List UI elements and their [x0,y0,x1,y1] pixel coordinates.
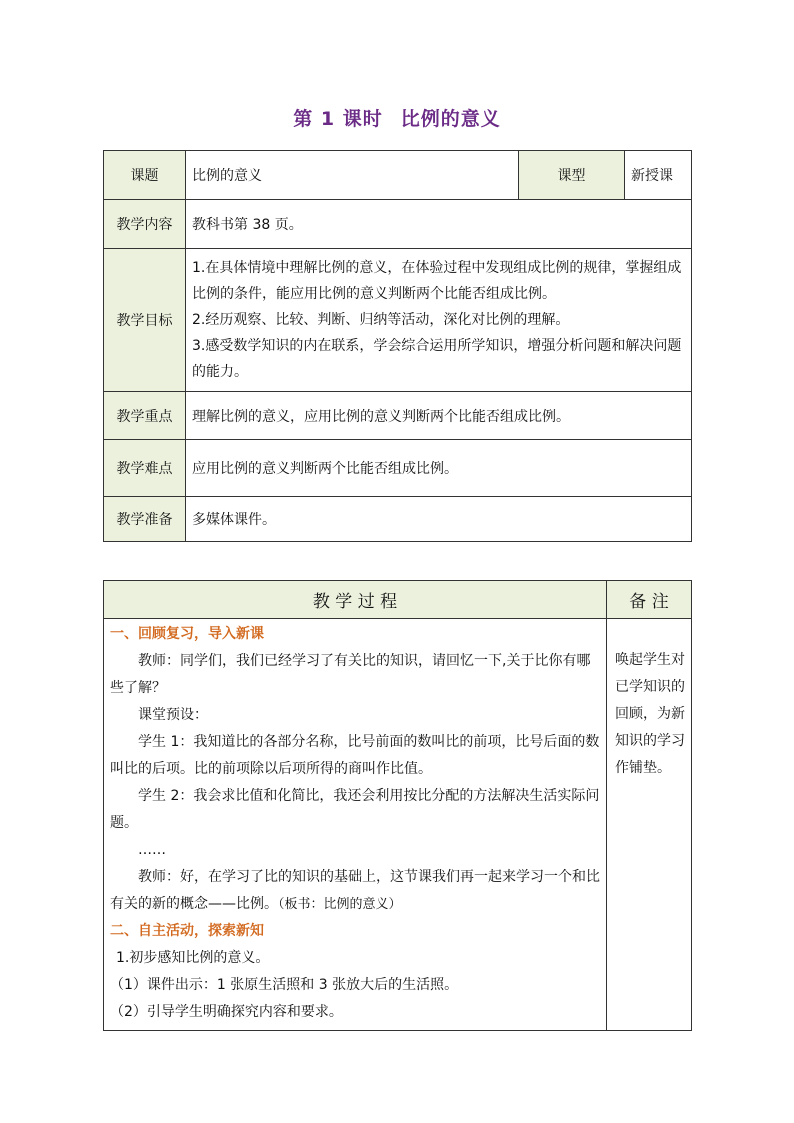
student-1-answer: 学生 1：我知道比的各部分名称，比号前面的数叫比的前项，比号后面的数叫比的后项。比的前项除以后项所得的商叫作比值。 [110,734,600,777]
goals-row [104,249,692,392]
lesson-info-table [103,150,692,542]
difficulty-label: 教学难点 [104,440,186,497]
type-label: 课型 [519,151,625,200]
prep-value: 多媒体课件。 [186,497,692,542]
notes-header: 备 注 [607,581,692,619]
prep-row [104,497,692,542]
key-row [104,392,692,440]
process-body-row [104,619,692,1031]
teaching-process-table [103,580,692,1031]
preset-label: 课堂预设： [138,707,208,723]
section-2-heading: 二、自主活动，探索新知 [110,923,264,939]
type-value: 新授课 [625,151,692,200]
topic-label: 课题 [104,151,186,200]
ellipsis: …… [138,842,166,858]
difficulty-value: 应用比例的意义判断两个比能否组成比例。 [186,440,692,497]
notes-body: 唤起学生对已学知识的回顾，为新知识的学习作铺垫。 [607,619,692,1031]
content-row [104,200,692,249]
student-2-answer: 学生 2：我会求比值和化简比，我还会利用按比分配的方法解决生活实际问题。 [110,788,600,831]
content-label: 教学内容 [104,200,186,249]
topic-row [104,151,692,200]
goal-1: 1.在具体情境中理解比例的意义，在体验过程中发现组成比例的规律，掌握组成比例的条件，能应用比例的意义判断两个比能否组成比例。 [192,260,682,302]
process-body [104,619,607,1031]
key-label: 教学重点 [104,392,186,440]
goals-value [186,249,692,392]
teacher-question: 教师：同学们，我们已经学习了有关比的知识，请回忆一下,关于比你有哪些了解？ [110,653,591,696]
step-1-2: （2）引导学生明确探究内容和要求。 [110,1004,343,1020]
process-header: 教 学 过 程 [104,581,607,619]
goal-3: 3.感受数学知识的内在联系，学会综合运用所学知识，增强分析问题和解决问题的能力。 [192,338,682,380]
difficulty-row [104,440,692,497]
step-1: 1.初步感知比例的意义。 [116,950,270,966]
goal-2: 2.经历观察、比较、判断、归纳等活动，深化对比例的理解。 [192,312,570,328]
board-note: （板书：比例的意义） [278,897,402,912]
process-header-row [104,581,692,619]
key-value: 理解比例的意义，应用比例的意义判断两个比能否组成比例。 [186,392,692,440]
section-1-heading: 一、回顾复习，导入新课 [110,626,264,642]
topic-value: 比例的意义 [186,151,519,200]
prep-label: 教学准备 [104,497,186,542]
step-1-1: （1）课件出示：1 张原生活照和 3 张放大后的生活照。 [110,977,459,993]
teacher-intro-text: 教师：好，在学习了比的知识的基础上，这节课我们再一起来学习一个和比有关的新的概念——比例。 [110,869,600,912]
content-value: 教科书第 38 页。 [186,200,692,249]
goals-label: 教学目标 [104,249,186,392]
page-title [0,104,794,131]
lesson-number: 第 1 课时 [293,108,383,130]
teacher-intro [110,864,600,918]
lesson-title: 比例的意义 [400,108,501,130]
